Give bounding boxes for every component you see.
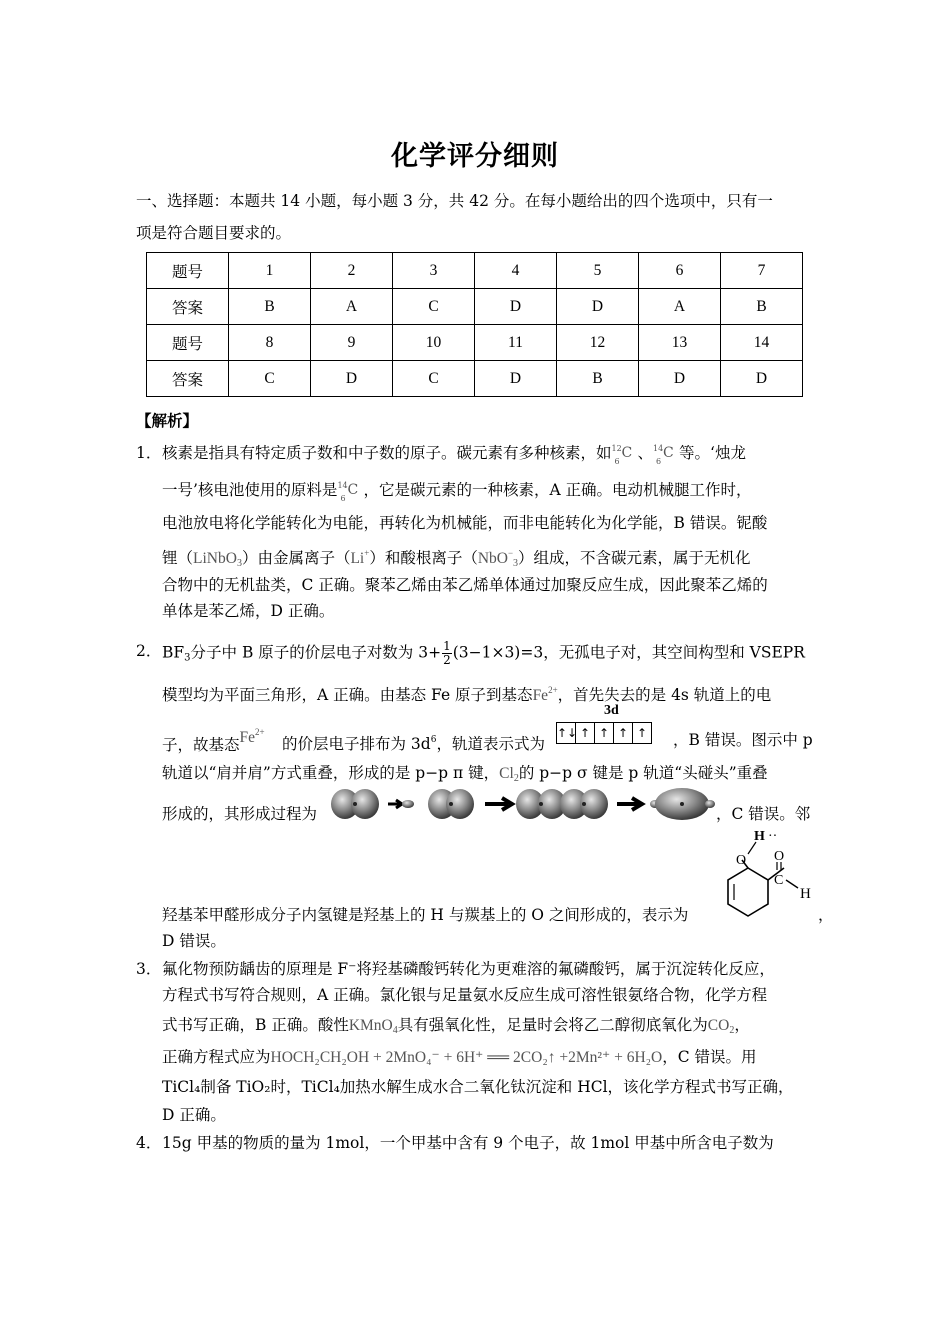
q1-line4: 锂（LiNbO$_3$）由金属离子（Li+）和酸根离子（NbO−$_3$）组成，不含碳元素，属于无机化 [162, 548, 751, 569]
q2-line5-start: 形成的，其形成过程为 [162, 805, 318, 823]
q2-line3-cont: 的价层电子排布为 $3d^6$，轨道表示式为 [282, 735, 545, 753]
q1-number: 1． [136, 444, 162, 462]
table-cell: 11 [475, 325, 557, 361]
table-cell: 8 [229, 325, 311, 361]
linbo3-formula: LiNbO$_3$ [193, 550, 242, 569]
answer-table [146, 252, 803, 397]
co2-formula: $CO_2$ [707, 1017, 735, 1036]
q3-line1: 氟化物预防龋齿的原理是 F⁻将羟基磷酸钙转化为更难溶的氟磷酸钙，属于沉淀转化反应， [162, 960, 775, 978]
orbital-box: ↑↓ [557, 723, 576, 743]
table-row-header: 题号 [147, 253, 229, 289]
table-cell: C [393, 289, 475, 325]
table-cell: 10 [393, 325, 475, 361]
table-cell: 5 [557, 253, 639, 289]
page-title: 化学评分细则 [391, 141, 559, 172]
table-cell: 6 [639, 253, 721, 289]
section1-intro-line2: 项是符合题目要求的。 [136, 224, 292, 242]
table-row [147, 325, 803, 361]
molecule-o-left-label: O [736, 853, 747, 868]
table-cell: D [557, 289, 639, 325]
q4-number: 4． [136, 1134, 162, 1152]
table-row-header: 答案 [147, 289, 229, 325]
table-cell: 2 [311, 253, 393, 289]
nbo3-ion-formula: NbO−$_3$ [477, 548, 519, 569]
orbital-3d-label: 3d [604, 703, 619, 718]
svg-text:··: ·· [768, 829, 778, 844]
chemical-equation: HOCH₂CH₂OH + 2MnO₄⁻ + 6H⁺ ══ 2CO₂↑ +2Mn²⁺ + 6H₂O [270, 1049, 663, 1066]
q1-line5: 合物中的无机盐类，C 正确。聚苯乙烯由苯乙烯单体通过加聚反应生成，因此聚苯乙烯的 [162, 576, 768, 594]
q4-line1: 15g 甲基的物质的量为 1mol，一个甲基中含有 9 个电子，故 1mol 甲基中所含电子数为 [162, 1134, 774, 1152]
table-cell: 12 [557, 325, 639, 361]
table-cell: D [721, 361, 803, 397]
table-row [147, 253, 803, 289]
q3-line6: D 正确。 [162, 1106, 226, 1124]
table-cell: D [311, 361, 393, 397]
table-cell: C [393, 361, 475, 397]
q2-line1: $BF_3$分子中 B 原子的价层电子对数为 3+ $\frac{1}{2}$ (3−1×3)=3，无孤电子对，其空间构型和 VSEPR [162, 639, 805, 667]
q3-line3: 式书写正确，B 正确。酸性KMnO$_4$具有强氧化性，足量时会将乙二醇彻底氧化为$CO_2$， [162, 1016, 750, 1036]
table-cell: B [557, 361, 639, 397]
q3-line5: TiCl₄制备 TiO₂时，TiCl₄加热水解生成水合二氧化钛沉淀和 HCl，该化学方程式书写正确， [162, 1078, 794, 1096]
table-cell: D [475, 289, 557, 325]
kmno4-formula: KMnO$_4$ [348, 1017, 398, 1036]
table-cell: 4 [475, 253, 557, 289]
q2-line7: D 错误。 [162, 932, 226, 950]
table-row-header: 答案 [147, 361, 229, 397]
q2-line5-end: ，C 错误。邻 [716, 805, 811, 823]
q2-line4: 轨道以“肩并肩”方式重叠，形成的是 p−p π 键，$Cl_2$的 p−p σ 键是 p 轨道“头碰头”重叠 [162, 764, 768, 784]
table-cell: 7 [721, 253, 803, 289]
q3-line4: 正确方程式应为HOCH₂CH₂OH + 2MnO₄⁻ + 6H⁺ ══ 2CO₂↑ +2Mn²⁺ + 6H₂O，C 错误。用 [162, 1048, 757, 1066]
table-cell: 1 [229, 253, 311, 289]
fe2-ion-formula: $Fe^{2+}$ [532, 685, 558, 704]
q2-line6: 羟基苯甲醛形成分子内氢键是羟基上的 H 与羰基上的 O 之间形成的，表示为 [162, 906, 689, 924]
orbital-box: ↑ [614, 723, 633, 743]
molecule-h-right-label: H [800, 886, 811, 902]
one-half-fraction: $\frac{1}{2}$ [443, 639, 451, 667]
table-row [147, 289, 803, 325]
q3-number: 3． [136, 960, 162, 978]
sigma-bond-formation-diagram [330, 783, 715, 829]
table-row [147, 361, 803, 397]
q2-line3: 子，故基态$Fe^{2+}$ [162, 727, 265, 754]
table-cell: B [229, 289, 311, 325]
q2-line6-end: ， [818, 906, 834, 924]
q2-line2: 模型均为平面三角形，A 正确。由基态 Fe 原子到基态$Fe^{2+}$，首先失去的是 4s 轨道上的电 [162, 685, 772, 704]
table-cell: 9 [311, 325, 393, 361]
q2-number: 2． [136, 642, 162, 660]
q1-line6: 单体是苯乙烯，D 正确。 [162, 602, 335, 620]
table-cell: D [475, 361, 557, 397]
molecule-o-top-label: O [774, 849, 785, 864]
li-ion-formula: Li+ [350, 548, 370, 567]
carbon-14-nuclide: 14 6 C [337, 481, 359, 503]
analysis-heading: 【解析】 [136, 411, 199, 430]
table-cell: 13 [639, 325, 721, 361]
table-cell: B [721, 289, 803, 325]
fe2-ion-formula: $Fe^{2+}$ [239, 727, 265, 746]
orbital-box: ↑ [636, 726, 648, 740]
table-cell: 3 [393, 253, 475, 289]
q1-line3: 电池放电将化学能转化为电能，再转化为机械能，而非电能转化为化学能，B 错误。铌酸 [162, 514, 768, 532]
table-row-header: 题号 [147, 325, 229, 361]
cl2-formula: $Cl_2$ [499, 765, 519, 784]
carbon-14-nuclide: 14 6 C [653, 444, 674, 466]
orbital-box: ↑ [576, 723, 595, 743]
table-cell: C [229, 361, 311, 397]
table-cell: A [639, 289, 721, 325]
q1-line1: 核素是指具有特定质子数和中子数的原子。碳元素有多种核素，如 12 6 C 、 14 6 C 等。‘烛龙 [162, 444, 746, 466]
q3-line2: 方程式书写符合规则，A 正确。氯化银与足量氨水反应生成可溶性银氨络合物，化学方程 [162, 986, 768, 1004]
section1-intro-line1: 一、选择题：本题共 14 小题，每小题 3 分，共 42 分。在每小题给出的四个选项中，只有一 [136, 192, 773, 210]
q1-line2: 一号’核电池使用的原料是 14 6 C ，它是碳元素的一种核素，A 正确。电动机械腿工作时， [162, 481, 752, 503]
table-cell: 14 [721, 325, 803, 361]
molecule-c-label: C [774, 873, 784, 888]
orbital-diagram [556, 722, 652, 744]
orbital-box: ↑ [595, 723, 614, 743]
table-cell: D [639, 361, 721, 397]
molecule-h-top-label: H [754, 829, 765, 844]
o-hydroxybenzaldehyde-structure [720, 822, 820, 922]
table-cell: A [311, 289, 393, 325]
carbon-12-nuclide: 12 6 C [611, 444, 633, 466]
q2-line3-end: ，B 错误。图示中 p [673, 731, 813, 749]
